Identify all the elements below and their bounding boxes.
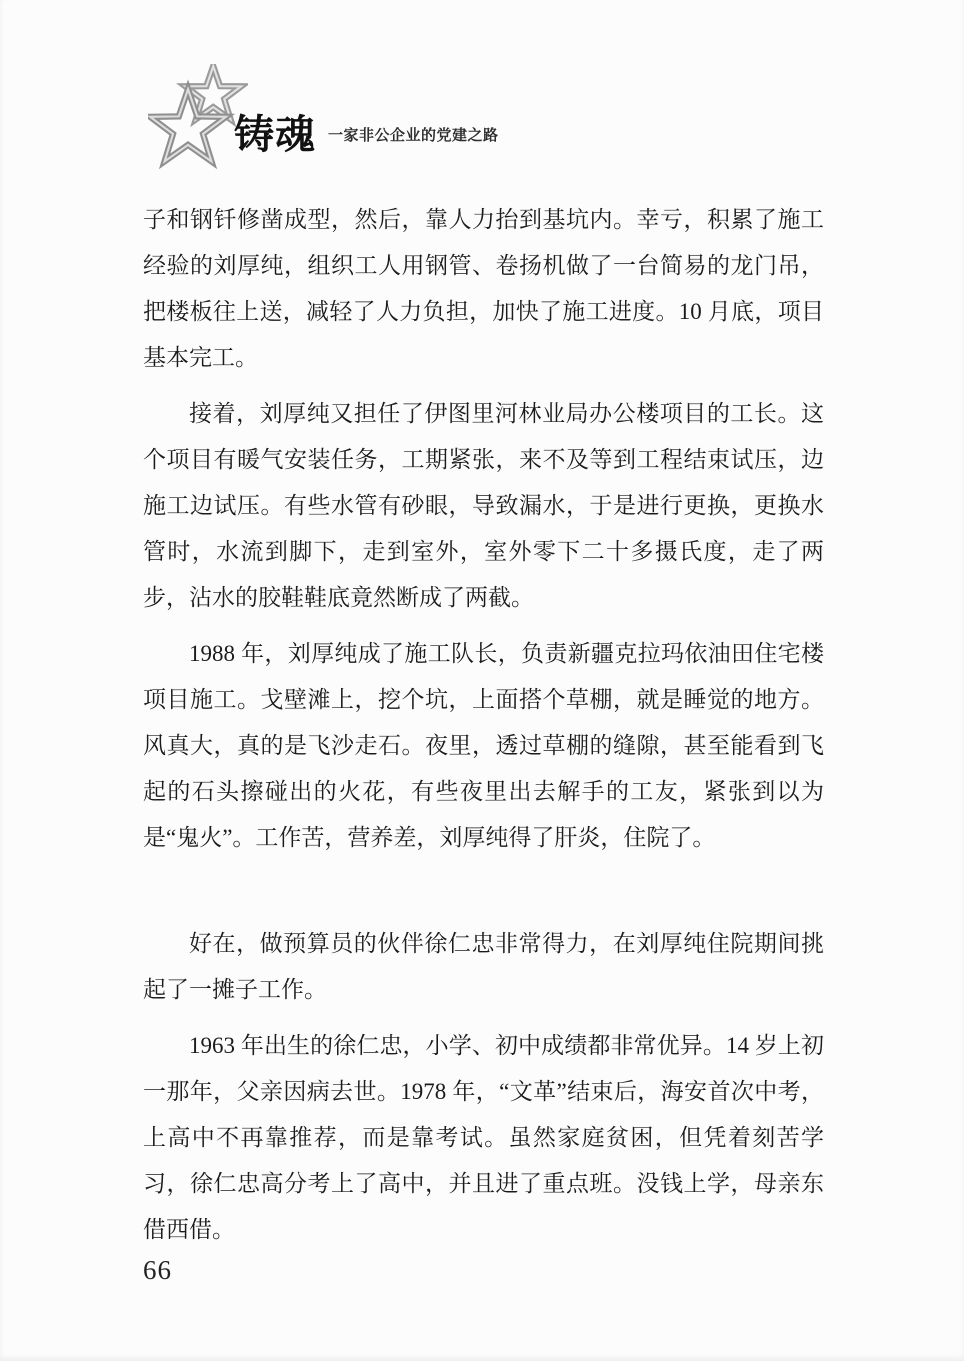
- page-content: [143, 197, 824, 1263]
- page-number: 66: [143, 1255, 172, 1285]
- logo-subtitle: 一家非公企业的党建之路: [328, 127, 499, 144]
- paragraph-1: 子和钢钎修凿成型，然后，靠人力抬到基坑内。幸亏，积累了施工经验的刘厚纯，组织工人用钢管、卷扬机做了一台简易的龙门吊，把楼板往上送，减轻了人力负担，加快了施工进度。10 月底，项目基本完工。: [143, 207, 824, 370]
- paragraph-5: 1963 年出生的徐仁忠，小学、初中成绩都非常优异。14 岁上初一那年，父亲因病去世。1978 年，“文革”结束后，海安首次中考，上高中不再靠推荐，而是靠考试。虽然家庭贫困，但凭着刻苦学习，徐仁忠高分考上了高中，并且进了重点班。没钱上学，母亲东借西借。: [143, 1033, 824, 1242]
- logo-title: 铸魂: [234, 113, 316, 157]
- paragraph-4: 好在，做预算员的伙伴徐仁忠非常得力，在刘厚纯住院期间挑起了一摊子工作。: [143, 931, 824, 1002]
- double-star-icon: [148, 64, 248, 169]
- paragraph-3: 1988 年，刘厚纯成了施工队长，负责新疆克拉玛依油田住宅楼项目施工。戈壁滩上，挖个坑，上面搭个草棚，就是睡觉的地方。风真大，真的是飞沙走石。夜里，透过草棚的缝隙，甚至能看到飞起的石头擦碰出的火花，有些夜里出去解手的工友，紧张到以为是“鬼火”。工作苦，营养差，刘厚纯得了肝炎，住院了。: [143, 641, 824, 850]
- page-header: [148, 64, 499, 169]
- paragraph-2: 接着，刘厚纯又担任了伊图里河林业局办公楼项目的工长。这个项目有暖气安装任务，工期紧张，来不及等到工程结束试压，边施工边试压。有些水管有砂眼，导致漏水，于是进行更换，更换水管时，水流到脚下，走到室外，室外零下二十多摄氏度，走了两步，沾水的胶鞋鞋底竟然断成了两截。: [143, 401, 824, 610]
